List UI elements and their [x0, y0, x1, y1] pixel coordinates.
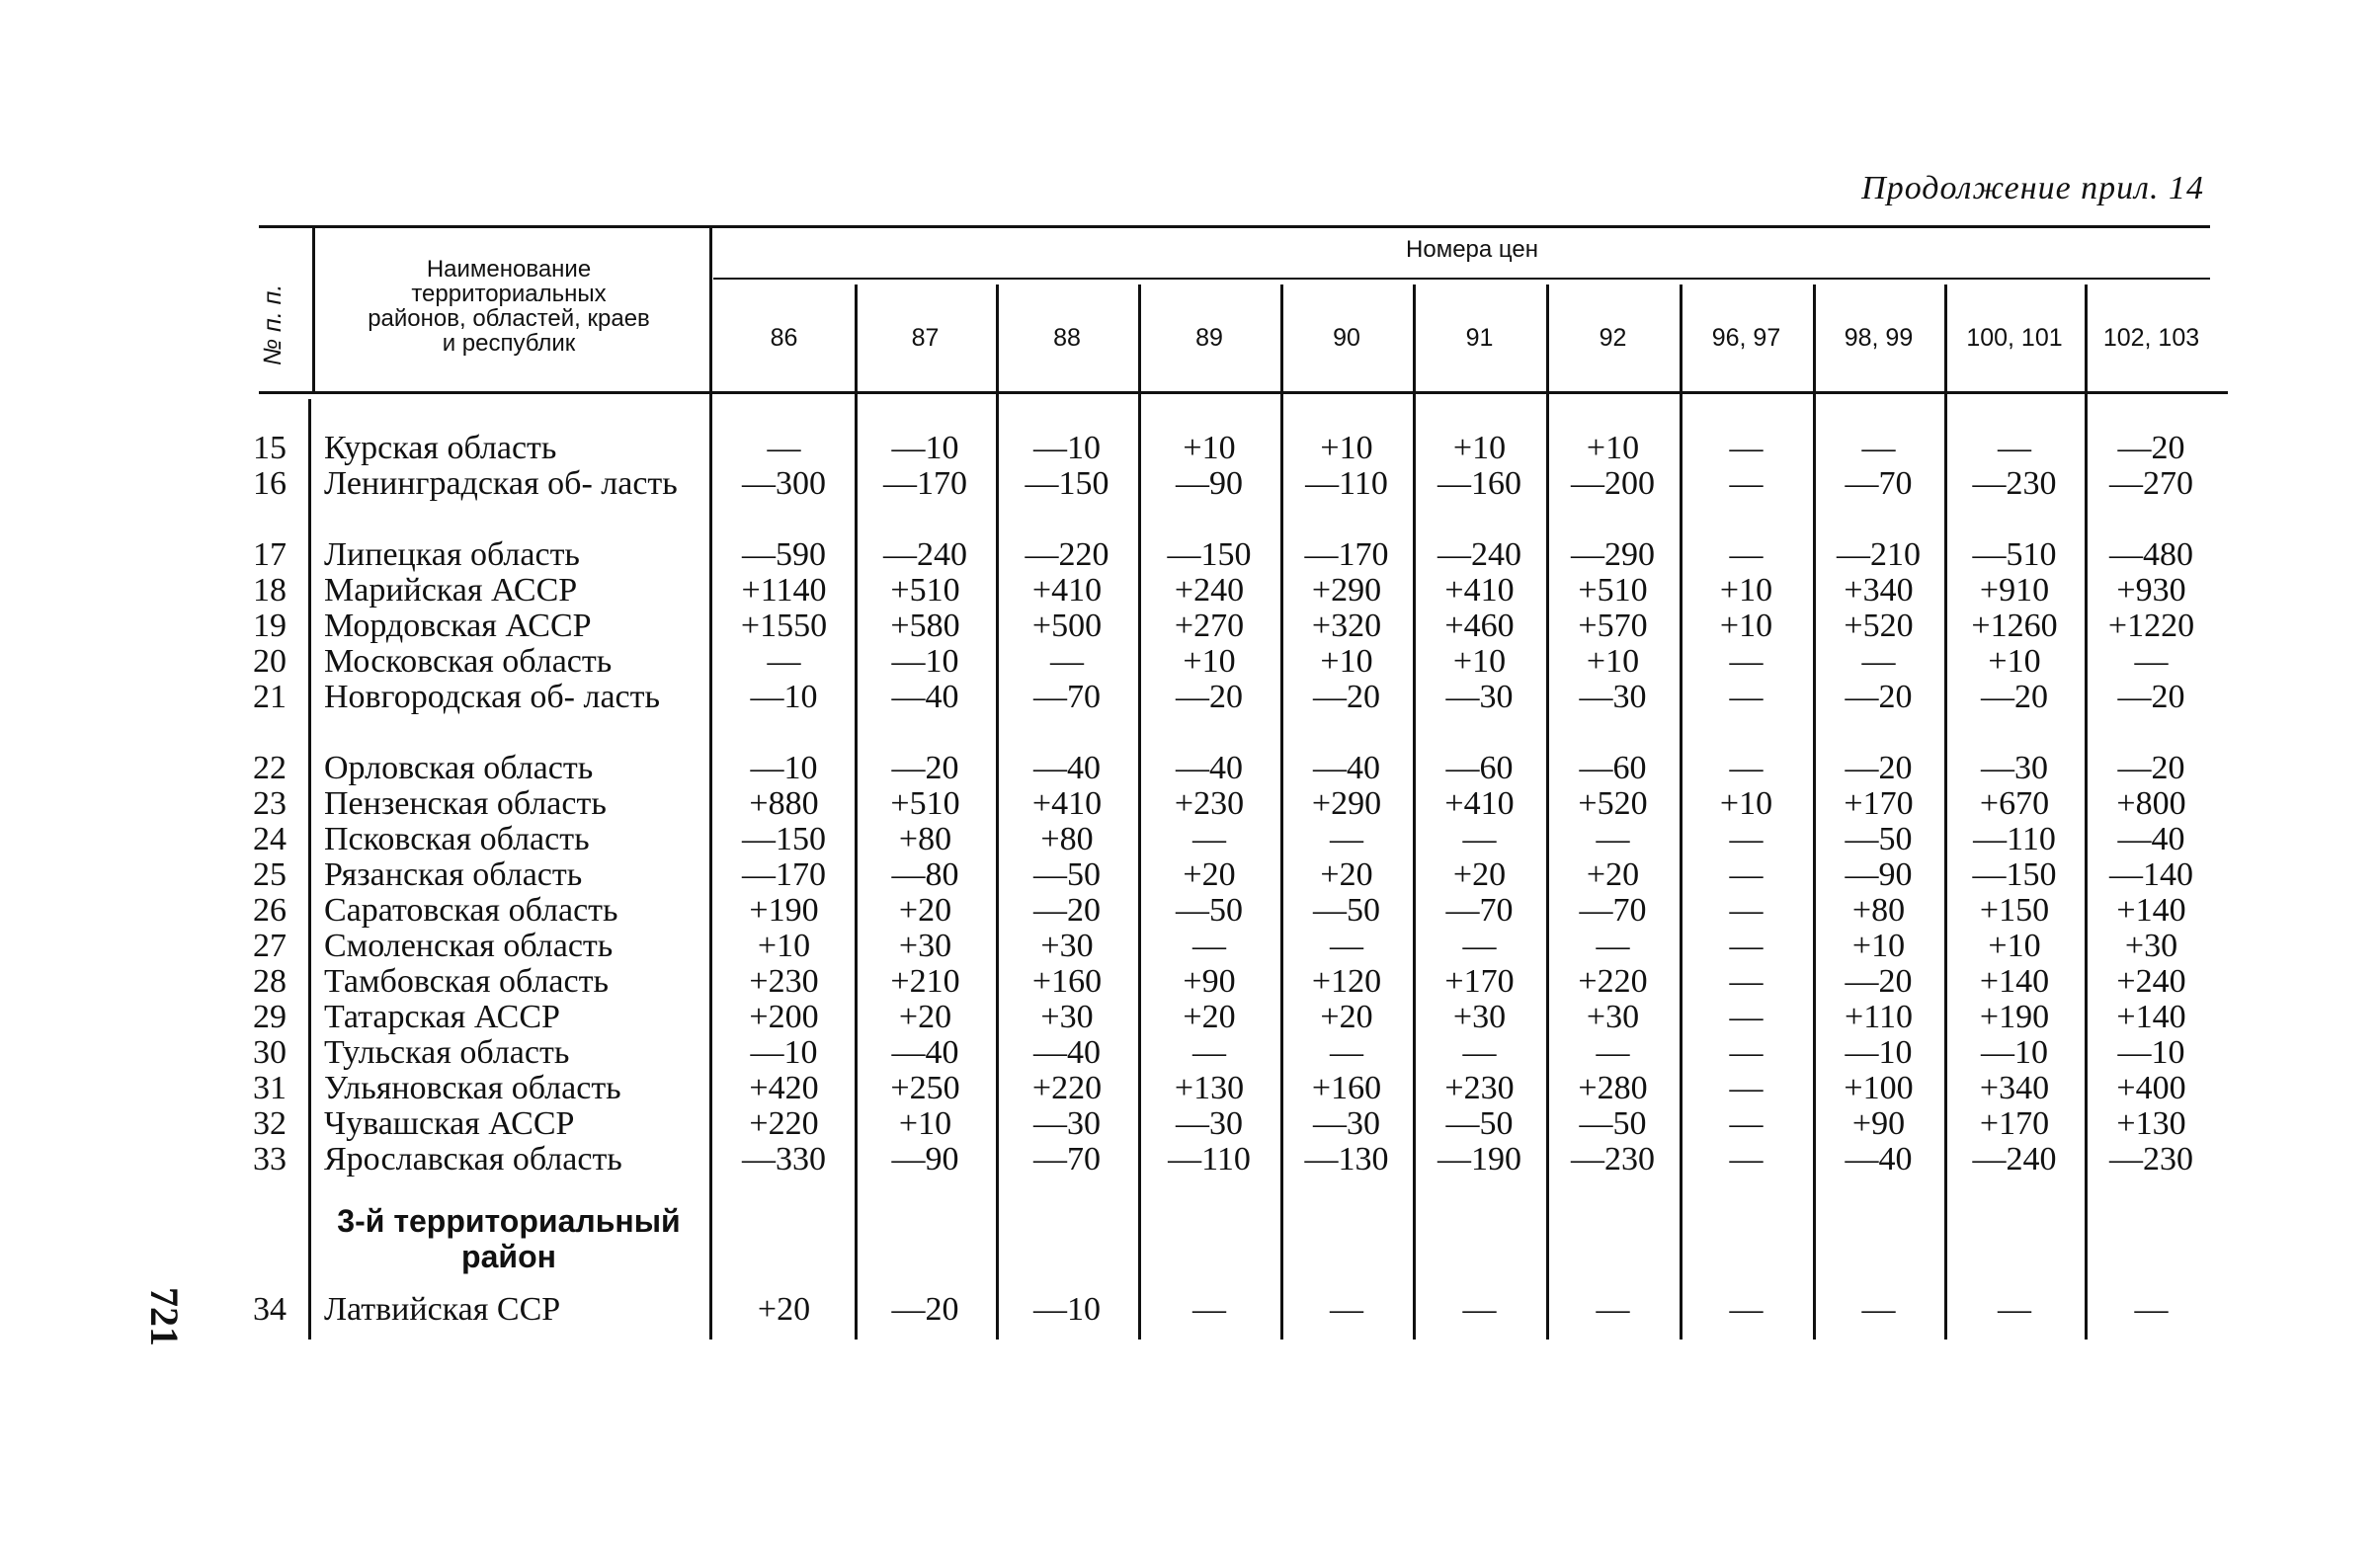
table-cell: — [1330, 928, 1363, 964]
header-bottom-rule [259, 391, 2228, 394]
table-cell: +510 [890, 572, 960, 609]
table-cell: —20 [1176, 679, 1243, 715]
table-cell: — [767, 643, 801, 680]
table-cell: — [1462, 1291, 1497, 1328]
table-cell: —20 [1845, 963, 1913, 1000]
col-rule-num [312, 227, 315, 391]
row-number: 23 [253, 785, 287, 822]
table-cell: +80 [898, 821, 952, 857]
row-name: Рязанская область [324, 856, 583, 893]
table-cell: — [1729, 821, 1764, 857]
table-cell: —170 [1304, 536, 1389, 573]
table-cell: — [1192, 928, 1226, 964]
table-cell: +460 [1444, 608, 1515, 644]
table-cell: — [1192, 1034, 1226, 1071]
table-cell: —20 [1313, 679, 1380, 715]
row-name: Мордовская АССР [324, 608, 592, 644]
row-number: 18 [253, 572, 287, 609]
table-cell: —90 [1845, 856, 1913, 893]
row-number: 34 [253, 1291, 287, 1328]
row-name: Татарская АССР [324, 999, 560, 1035]
table-cell: +280 [1578, 1070, 1648, 1106]
row-number: 31 [253, 1070, 287, 1106]
table-cell: — [1330, 821, 1363, 857]
table-cell: +240 [2116, 963, 2186, 1000]
table-cell: —150 [1025, 465, 1109, 502]
row-number: 28 [253, 963, 287, 1000]
table-cell: +20 [1452, 856, 1507, 893]
table-cell: —170 [883, 465, 967, 502]
table-cell: —20 [1845, 679, 1913, 715]
table-cell: +220 [1578, 963, 1648, 1000]
price-column-header: 91 [1465, 324, 1494, 352]
table-cell: +10 [898, 1105, 952, 1142]
table-cell: +10 [1586, 643, 1640, 680]
table-cell: +230 [749, 963, 819, 1000]
row-number: 27 [253, 928, 287, 964]
price-column-header: 92 [1599, 324, 1627, 352]
table-cell: —10 [750, 750, 818, 786]
table-cell: +170 [1979, 1105, 2050, 1142]
table-cell: —20 [2117, 679, 2185, 715]
table-cell: +10 [1452, 643, 1507, 680]
section-title: 3-й территориальный район [337, 1203, 681, 1274]
table-cell: —90 [891, 1141, 959, 1178]
table-cell: +410 [1031, 572, 1103, 609]
table-cell: +880 [749, 785, 819, 822]
table-cell: — [1729, 928, 1764, 964]
table-cell: +20 [1183, 856, 1236, 893]
page-continuation-header: Продолжение прил. 14 [1861, 170, 2204, 206]
table-cell: — [1861, 1291, 1896, 1328]
table-cell: —20 [2117, 750, 2185, 786]
row-name: Чувашская АССР [324, 1105, 575, 1142]
table-cell: +410 [1444, 785, 1515, 822]
table-cell: — [1729, 750, 1764, 786]
table-cell: +140 [2116, 892, 2186, 929]
price-column-header: 100, 101 [1966, 324, 2063, 352]
table-cell: +210 [890, 963, 960, 1000]
table-cell: — [1596, 928, 1630, 964]
row-number: 21 [253, 679, 287, 715]
table-cell: — [2134, 1291, 2169, 1328]
table-cell: +10 [1719, 608, 1773, 644]
table-cell: —20 [891, 1291, 959, 1328]
table-cell: +190 [749, 892, 819, 929]
table-cell: — [1596, 821, 1630, 857]
row-number: 15 [253, 430, 287, 466]
table-cell: —110 [1168, 1141, 1251, 1178]
table-cell: —330 [742, 1141, 826, 1178]
table-cell: —40 [1845, 1141, 1913, 1178]
table-cell: — [1729, 999, 1764, 1035]
table-cell: +200 [749, 999, 819, 1035]
table-cell: +20 [898, 999, 952, 1035]
row-name: Смоленская область [324, 928, 614, 964]
table-cell: —230 [1571, 1141, 1655, 1178]
table-cell: +1140 [741, 572, 827, 609]
table-cell: —150 [1167, 536, 1252, 573]
table-cell: +20 [1320, 999, 1373, 1035]
table-cell: +30 [1452, 999, 1507, 1035]
table-cell: —90 [1176, 465, 1243, 502]
table-cell: —30 [1313, 1105, 1380, 1142]
table-top-rule [259, 225, 2210, 228]
price-group-rule [713, 278, 2210, 280]
table-cell: —10 [750, 1034, 818, 1071]
col-index-header: № п. п. [259, 284, 287, 365]
table-cell: —300 [742, 465, 826, 502]
table-cell: —140 [2109, 856, 2193, 893]
table-cell: —130 [1304, 1141, 1389, 1178]
table-cell: +150 [1979, 892, 2050, 929]
table-cell: +30 [898, 928, 952, 964]
table-cell: +20 [1586, 856, 1640, 893]
table-cell: +10 [1452, 430, 1507, 466]
table-cell: +230 [1174, 785, 1245, 822]
row-name: Курская область [324, 430, 557, 466]
table-cell: +410 [1031, 785, 1103, 822]
table-cell: +10 [1320, 430, 1373, 466]
table-cell: —20 [1033, 892, 1101, 929]
table-cell: —230 [1972, 465, 2057, 502]
table-cell: +10 [1988, 928, 2041, 964]
table-cell: — [1330, 1034, 1363, 1071]
table-cell: —50 [1579, 1105, 1647, 1142]
table-cell: — [1729, 963, 1764, 1000]
row-name: Псковская область [324, 821, 590, 857]
table-cell: +10 [1320, 643, 1373, 680]
table-cell: +100 [1844, 1070, 1914, 1106]
table-cell: — [1729, 1034, 1764, 1071]
table-cell: +160 [1311, 1070, 1382, 1106]
table-cell: +30 [1040, 999, 1094, 1035]
row-number: 32 [253, 1105, 287, 1142]
table-cell: — [1861, 430, 1896, 466]
row-name: Ульяновская область [324, 1070, 621, 1106]
table-cell: +340 [1979, 1070, 2050, 1106]
table-cell: —20 [891, 750, 959, 786]
price-column-header: 90 [1333, 324, 1360, 352]
table-cell: +930 [2116, 572, 2186, 609]
table-cell: +30 [2124, 928, 2178, 964]
table-cell: +170 [1444, 963, 1515, 1000]
col-name-header: Наименование территориальных районов, областей, краев и республик [368, 256, 650, 357]
table-cell: +140 [1979, 963, 2050, 1000]
table-cell: +250 [890, 1070, 960, 1106]
row-number: 33 [253, 1141, 287, 1178]
table-cell: +230 [1444, 1070, 1515, 1106]
table-cell: +240 [1174, 572, 1245, 609]
table-cell: +10 [757, 928, 811, 964]
table-cell: +110 [1845, 999, 1913, 1035]
table-cell: —40 [1033, 750, 1101, 786]
table-cell: —190 [1437, 1141, 1521, 1178]
table-cell: — [1729, 892, 1764, 929]
table-cell: — [1729, 430, 1764, 466]
table-cell: —150 [742, 821, 826, 857]
row-number: 22 [253, 750, 287, 786]
page-number: 721 [142, 1287, 187, 1346]
row-name: Ленинградская об- ласть [324, 465, 678, 502]
table-cell: — [1729, 536, 1764, 573]
table-cell: — [1729, 643, 1764, 680]
table-cell: —200 [1571, 465, 1655, 502]
table-cell: — [1050, 643, 1084, 680]
table-cell: +80 [1851, 892, 1906, 929]
table-cell: —60 [1579, 750, 1647, 786]
table-cell: +510 [890, 785, 960, 822]
price-column-header: 87 [911, 324, 940, 352]
table-cell: — [1330, 1291, 1363, 1328]
table-cell: —220 [1025, 536, 1109, 573]
row-number: 16 [253, 465, 287, 502]
row-name: Орловская область [324, 750, 594, 786]
table-cell: +320 [1311, 608, 1382, 644]
row-number: 24 [253, 821, 287, 857]
row-number: 17 [253, 536, 287, 573]
table-cell: +20 [1320, 856, 1373, 893]
table-cell: +90 [1183, 963, 1236, 1000]
table-cell: +220 [749, 1105, 819, 1142]
price-column-header: 86 [770, 324, 798, 352]
table-cell: —50 [1845, 821, 1913, 857]
table-cell: —50 [1313, 892, 1380, 929]
table-cell: +1260 [1971, 608, 2058, 644]
table-cell: —70 [1579, 892, 1647, 929]
price-column-header: 102, 103 [2102, 324, 2200, 352]
price-column-header: 96, 97 [1711, 324, 1781, 352]
row-number: 20 [253, 643, 287, 680]
table-cell: —70 [1445, 892, 1514, 929]
table-cell: — [1192, 821, 1226, 857]
table-cell: — [1729, 465, 1764, 502]
table-cell: +570 [1578, 608, 1648, 644]
table-cell: +670 [1979, 785, 2050, 822]
table-cell: +190 [1979, 999, 2050, 1035]
table-cell: +120 [1311, 963, 1382, 1000]
row-name: Новгородская об- ласть [324, 679, 660, 715]
table-cell: — [1462, 928, 1497, 964]
table-cell: +10 [1183, 643, 1236, 680]
table-cell: —10 [750, 679, 818, 715]
row-name: Пензенская область [324, 785, 607, 822]
table-cell: —40 [1313, 750, 1380, 786]
price-group-header: Номера цен [1406, 236, 1538, 263]
table-cell: —50 [1176, 892, 1243, 929]
table-cell: —10 [1845, 1034, 1913, 1071]
table-cell: +800 [2116, 785, 2186, 822]
table-cell: —50 [1033, 856, 1101, 893]
table-cell: — [767, 430, 801, 466]
table-cell: — [1192, 1291, 1226, 1328]
table-cell: — [2134, 643, 2169, 680]
row-name: Тульская область [324, 1034, 570, 1071]
table-cell: —30 [1176, 1105, 1243, 1142]
table-cell: —70 [1033, 1141, 1101, 1178]
table-cell: +290 [1311, 572, 1382, 609]
table-cell: —50 [1445, 1105, 1514, 1142]
table-cell: +140 [2116, 999, 2186, 1035]
table-cell: —40 [2117, 821, 2185, 857]
table-cell: +10 [1719, 572, 1773, 609]
table-cell: +10 [1719, 785, 1773, 822]
price-column-header: 98, 99 [1844, 324, 1914, 352]
table-cell: —480 [2109, 536, 2193, 573]
table-cell: —20 [1981, 679, 2048, 715]
table-cell: +20 [1183, 999, 1236, 1035]
table-cell: —30 [1445, 679, 1514, 715]
table-cell: —10 [1981, 1034, 2048, 1071]
table-cell: —30 [1579, 679, 1647, 715]
table-cell: +170 [1844, 785, 1914, 822]
table-cell: —160 [1437, 465, 1521, 502]
table-cell: +80 [1040, 821, 1094, 857]
table-cell: +10 [1988, 643, 2041, 680]
table-cell: +520 [1578, 785, 1648, 822]
table-cell: — [1462, 1034, 1497, 1071]
table-cell: +10 [1586, 430, 1640, 466]
row-name: Ярославская область [324, 1141, 622, 1178]
row-name: Саратовская область [324, 892, 618, 929]
table-cell: —70 [1845, 465, 1913, 502]
table-cell: — [1729, 679, 1764, 715]
table-cell: +10 [1851, 928, 1906, 964]
table-cell: —10 [891, 430, 959, 466]
row-name: Липецкая область [324, 536, 580, 573]
row-number: 29 [253, 999, 287, 1035]
table-cell: +910 [1979, 572, 2050, 609]
table-cell: —10 [1033, 1291, 1101, 1328]
table-cell: — [1998, 430, 2031, 466]
row-number: 19 [253, 608, 287, 644]
table-cell: —510 [1972, 536, 2057, 573]
table-cell: —240 [883, 536, 967, 573]
table-cell: +580 [890, 608, 960, 644]
row-name: Московская область [324, 643, 613, 680]
table-cell: — [1596, 1034, 1630, 1071]
table-cell: — [1596, 1291, 1630, 1328]
table-cell: —110 [1305, 465, 1388, 502]
price-column-header: 89 [1195, 324, 1223, 352]
table-cell: +10 [1183, 430, 1236, 466]
table-cell: +220 [1031, 1070, 1103, 1106]
table-cell: +340 [1844, 572, 1914, 609]
table-cell: — [1729, 1105, 1764, 1142]
table-cell: —290 [1571, 536, 1655, 573]
table-cell: —230 [2109, 1141, 2193, 1178]
table-cell: —40 [891, 679, 959, 715]
table-cell: —270 [2109, 465, 2193, 502]
table-cell: — [1729, 856, 1764, 893]
table-cell: —240 [1972, 1141, 2057, 1178]
table-cell: +90 [1851, 1105, 1906, 1142]
table-cell: +400 [2116, 1070, 2186, 1106]
table-cell: +160 [1031, 963, 1103, 1000]
price-column-header: 88 [1053, 324, 1081, 352]
row-name: Тамбовская область [324, 963, 609, 1000]
table-cell: +420 [749, 1070, 819, 1106]
col-rule-name [709, 227, 712, 1340]
table-cell: +410 [1444, 572, 1515, 609]
table-cell: —10 [891, 643, 959, 680]
table-cell: +290 [1311, 785, 1382, 822]
table-cell: —240 [1437, 536, 1521, 573]
table-cell: —30 [1033, 1105, 1101, 1142]
table-cell: —170 [742, 856, 826, 893]
table-cell: —10 [1033, 430, 1101, 466]
table-cell: +1220 [2107, 608, 2195, 644]
table-cell: +130 [2116, 1105, 2186, 1142]
row-name: Марийская АССР [324, 572, 578, 609]
table-cell: +520 [1844, 608, 1914, 644]
table-cell: — [1729, 1291, 1764, 1328]
row-number: 30 [253, 1034, 287, 1071]
table-cell: —40 [891, 1034, 959, 1071]
table-cell: —40 [1176, 750, 1243, 786]
table-cell: —110 [1973, 821, 2056, 857]
table-cell: —80 [891, 856, 959, 893]
row-number: 25 [253, 856, 287, 893]
table-cell: —210 [1837, 536, 1921, 573]
table-cell: —150 [1972, 856, 2057, 893]
table-cell: —70 [1033, 679, 1101, 715]
table-cell: —20 [1845, 750, 1913, 786]
table-cell: — [1861, 643, 1896, 680]
table-cell: —60 [1445, 750, 1514, 786]
table-cell: +30 [1040, 928, 1094, 964]
row-name: Латвийская ССР [324, 1291, 561, 1328]
table-cell: — [1729, 1070, 1764, 1106]
table-cell: —30 [1981, 750, 2048, 786]
table-cell: +20 [898, 892, 952, 929]
table-cell: — [1462, 821, 1497, 857]
table-cell: —20 [2117, 430, 2185, 466]
table-cell: — [1729, 1141, 1764, 1178]
table-cell: +130 [1174, 1070, 1245, 1106]
col-rule-num-body [308, 399, 311, 1340]
table-cell: +1550 [740, 608, 828, 644]
table-cell: +510 [1578, 572, 1648, 609]
table-cell: +20 [757, 1291, 811, 1328]
table-cell: +30 [1586, 999, 1640, 1035]
table-cell: —10 [2117, 1034, 2185, 1071]
row-number: 26 [253, 892, 287, 929]
table-cell: +270 [1174, 608, 1245, 644]
table-cell: — [1998, 1291, 2031, 1328]
table-cell: —590 [742, 536, 826, 573]
table-cell: —40 [1033, 1034, 1101, 1071]
table-cell: +500 [1031, 608, 1103, 644]
